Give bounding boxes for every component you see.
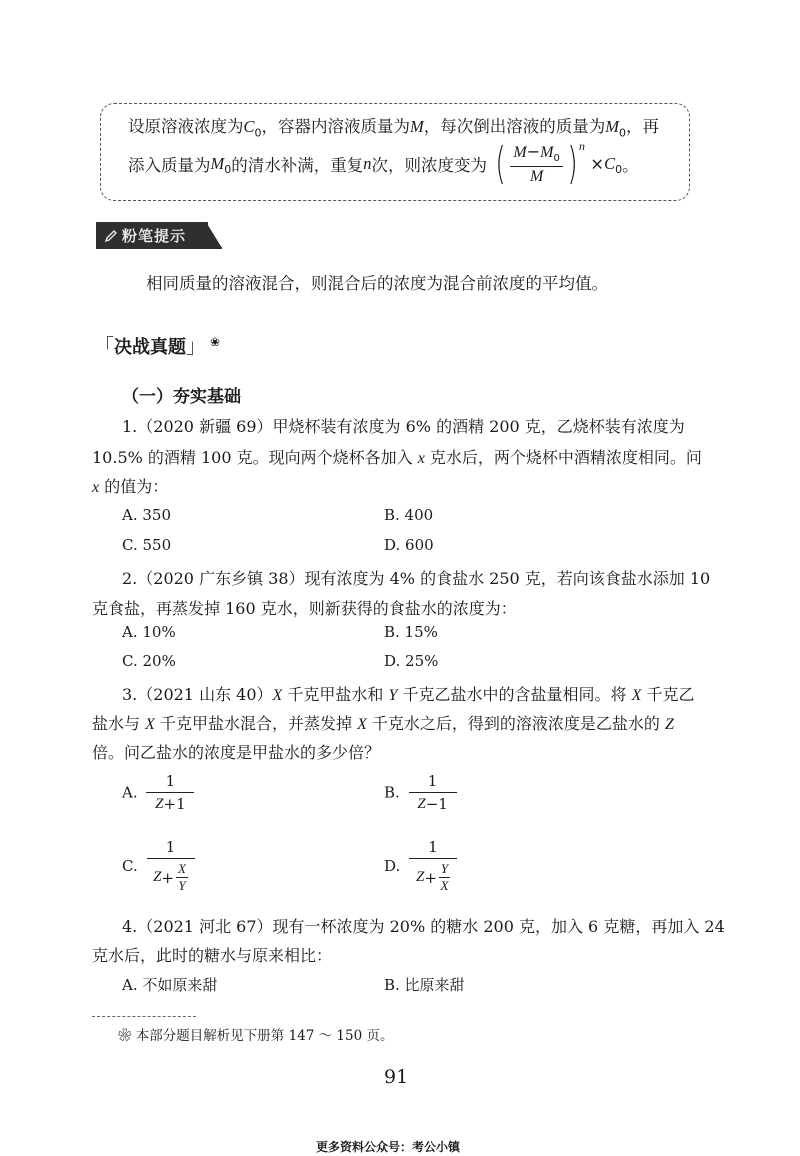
section-title: 「决战真题」 ❀	[94, 334, 221, 358]
q1-option-d[interactable]: D. 600	[384, 536, 434, 554]
pencil-icon	[104, 229, 118, 243]
q1-option-b[interactable]: B. 400	[384, 506, 434, 524]
footnote: ❀ 本部分题目解析见下册第 147 ～ 150 页。	[118, 1028, 394, 1044]
subsection-title: （一）夯实基础	[122, 387, 241, 407]
q2-option-a[interactable]: A. 10%	[122, 623, 176, 641]
flower-marker: ❀	[210, 335, 221, 349]
q2-line-1: 2.（2020 广东乡镇 38）现有浓度为 4% 的食盐水 250 克，若向该食盐水添加 10	[122, 569, 711, 588]
page-number: 91	[384, 1066, 409, 1088]
q3-option-c[interactable]: C. 1 Z + $\frac{X}{Y}$	[122, 838, 195, 894]
q3-option-b[interactable]: B. 1 Z −1	[384, 772, 457, 813]
q3-line-1: 3.（2021 山东 40）X 千克甲盐水和 Y 千克乙盐水中的含盐量相同。将 X 千克乙	[122, 685, 695, 704]
q1-line-3: x 的值为：	[92, 477, 169, 496]
bottom-note: 更多资料公众号：考公小镇	[316, 1140, 461, 1154]
q1-line-2: 10.5% 的酒精 100 克。现向两个烧杯各加入 x 克水后，两个烧杯中酒精浓度相同。问	[92, 448, 702, 467]
q4-option-a[interactable]: A. 不如原来甜	[122, 976, 218, 994]
flower-icon: ❀	[118, 1028, 132, 1044]
q1-option-a[interactable]: A. 350	[122, 506, 171, 524]
footnote-divider	[92, 1016, 196, 1017]
formula-line-2: 添入质量为$M_0$的清水补满，重复n次，则浓度变为 ( $\frac{M-M_0}{M}$ ) n $\times C_0$。	[128, 138, 639, 189]
q1-line-1: 1.（2020 新疆 69）甲烧杯装有浓度为 6% 的酒精 200 克，乙烧杯装有浓度为	[122, 417, 685, 436]
tip-underline	[96, 247, 222, 249]
q3-line-2: 盐水与 X 千克甲盐水混合，并蒸发掉 X 千克水之后，得到的溶液浓度是乙盐水的 Z	[92, 714, 674, 733]
q1-option-c[interactable]: C. 550	[122, 536, 172, 554]
tip-body: 相同质量的溶液混合，则混合后的浓度为混合前浓度的平均值。	[146, 274, 608, 293]
q2-option-c[interactable]: C. 20%	[122, 652, 176, 670]
q3-line-3: 倍。问乙盐水的浓度是甲盐水的多少倍？	[92, 743, 381, 762]
q4-line-2: 克水后，此时的糖水与原来相比：	[92, 946, 333, 965]
q2-option-b[interactable]: B. 15%	[384, 623, 438, 641]
q3-option-d[interactable]: D. 1 Z + $\frac{Y}{X}$	[384, 838, 457, 894]
q2-line-2: 克食盐，再蒸发掉 160 克水，则新获得的食盐水的浓度为：	[92, 599, 517, 618]
q4-line-1: 4.（2021 河北 67）现有一杯浓度为 20% 的糖水 200 克，加入 6 克糖，再加入 24	[122, 917, 725, 936]
q3-option-a[interactable]: A. 1 Z +1	[122, 772, 194, 813]
q4-option-b[interactable]: B. 比原来甜	[384, 976, 465, 994]
tip-label: 粉笔提示	[104, 225, 186, 246]
formula-line-1: 设原溶液浓度为$C_0$，容器内溶液质量为M，每次倒出溶液的质量为$M_0$，再	[128, 117, 660, 140]
q2-option-d[interactable]: D. 25%	[384, 652, 439, 670]
tip-banner-tail	[206, 222, 222, 248]
concentration-formula: ( $\frac{M-M_0}{M}$ ) n	[495, 138, 586, 189]
